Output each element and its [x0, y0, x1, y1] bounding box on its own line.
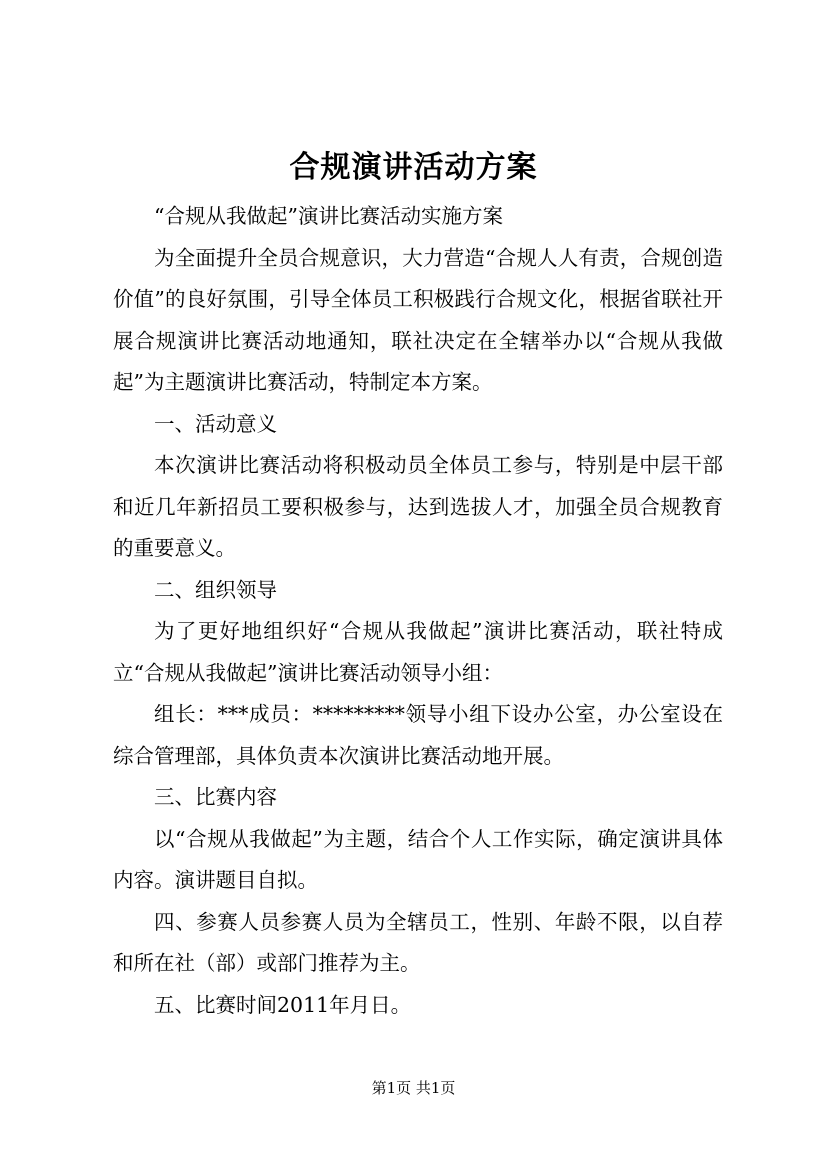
significance-paragraph: 本次演讲比赛活动将积极动员全体员工参与，特别是中层干部和近几年新招员工要积极参与，达到选拔人才，加强全员合规教育的重要意义。 [113, 453, 723, 560]
content-paragraph: 以“合规从我做起”为主题，结合个人工作实际，确定演讲具体内容。演讲题目自拟。 [113, 826, 723, 892]
time-paragraph: 五、比赛时间2011年月日。 [154, 992, 412, 1017]
document-body [113, 196, 723, 1026]
page-footer: 第1页 共1页 [371, 1079, 456, 1097]
document-title: 合规演讲活动方案 [289, 150, 538, 185]
section-heading-content: 三、比赛内容 [154, 785, 277, 809]
organization-paragraph: 为了更好地组织好“合规从我做起”演讲比赛活动，联社特成立“合规从我做起”演讲比赛活动领导小组： [113, 619, 723, 685]
section-heading-organization: 二、组织领导 [154, 577, 277, 602]
subtitle-paragraph: “合规从我做起”演讲比赛活动实施方案 [154, 204, 503, 228]
participants-paragraph: 四、参赛人员参赛人员为全辖员工，性别、年龄不限，以自荐和所在社（部）或部门推荐为主。 [113, 909, 723, 975]
intro-paragraph: 为全面提升全员合规意识，大力营造“合规人人有责，合规创造价值”的良好氛围，引导全体员工积极践行合规文化，根据省联社开展合规演讲比赛活动地通知，联社决定在全辖举办以“合规从我做起”为主题演讲比赛活动，特制定本方案。 [113, 245, 723, 394]
section-heading-significance: 一、活动意义 [154, 411, 277, 436]
leader-paragraph: 组长：***成员：*********领导小组下设办公室，办公室设在综合管理部，具体负责本次演讲比赛活动地开展。 [113, 702, 723, 768]
